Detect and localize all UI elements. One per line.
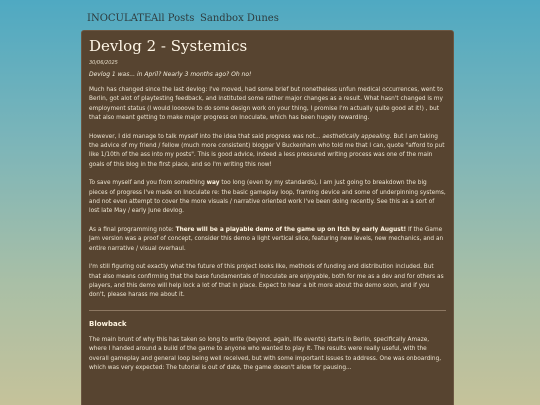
paragraph-text: To save myself and you from something xyxy=(89,180,207,187)
nav-link-all-posts[interactable]: All Posts xyxy=(151,13,195,24)
paragraph-text: However, I did manage to talk myself into the idea that said progress was not... xyxy=(89,133,323,140)
emphasis-text: aesthetically appealing xyxy=(322,133,390,140)
paragraph-text: If the Game Jam version was a proof of concept, consider this demo a light vertical slice, featuring new levels, new mechanics, and an entire narrative / visual overhaul. xyxy=(89,226,444,252)
paragraph-programming-note xyxy=(89,226,446,254)
paragraph-text: . But I am taking the advice of my friend / fellow (much more consistent) blogger V Buckenham who told me that I can, quote "afford to put like 1/10th of the ass into my posts". This is good advice, indeed a less pressured writing process was one of the main goals of this blog in the first place, and so I'm writing this now! xyxy=(89,133,445,168)
nav-link-home[interactable]: INOCULATE xyxy=(87,13,152,24)
post-date: 30/06/2025 xyxy=(89,60,118,66)
nav-link-sandbox-dunes[interactable]: Sandbox Dunes xyxy=(200,13,279,24)
section-heading-blowback: Blowback xyxy=(89,319,127,328)
paragraph-scope xyxy=(89,179,446,217)
paragraph-future: I'm still figuring out exactly what the future of this project looks like, methods of funding and distribution included. But that also means confirming that the base fundamentals of Inoculate are enjoyable, both for me as a dev and for others as players, and this demo will help lock a lot of that in place. Expect to hear a bit more about the demo soon, and if you don't, please harass me about it. xyxy=(89,264,444,299)
post-card xyxy=(81,30,454,405)
top-navigation xyxy=(0,0,540,30)
paragraph-aesthetics xyxy=(89,133,446,171)
strong-text: way xyxy=(206,180,220,187)
paragraph-blowback: The main brunt of why this has taken so long to write (beyond, again, life events) starts in Berlin, specifically Amaze, where I handed around a build of the game to anyone who wanted to play it. The results were really useful, with the overall gameplay and general loop being well received, but with some important issues to address. One was onboarding, which was very expected: The tutorial is out of date, the game doesn't allow for pausing... xyxy=(89,336,442,371)
paragraph-text: too long (even by my standards), I am just going to breakdown the big pieces of progress I've made on Inoculate re: the basic gameplay loop, framing device and some of underpinning systems, and not even attempt to cover the more visuals / narrative oriented work I've been doing recently. See this as a sort of lost late May / early June devlog. xyxy=(89,180,446,215)
post-subtitle: Devlog 1 was... in April? Nearly 3 months ago? Oh no! xyxy=(89,71,252,78)
section-divider xyxy=(89,310,446,311)
strong-text: There will be a playable demo of the game up on Itch by early August! xyxy=(175,226,407,233)
paragraph-intro: Much has changed since the last devlog: I've moved, had some brief but nonetheless unfun medical occurrences, went to Berlin, got alot of playtesting feedback, and instituted some rather major changes as a result. What hasn't changed is my employment status (I would loooove to do some design work on your thing, I promise I'm actually quite good at it!) , but that also meant getting to make major progress on Inoculate, which has been hugely rewarding. xyxy=(89,87,443,122)
post-title: Devlog 2 - Systemics xyxy=(89,37,248,55)
paragraph-text: As a final programming note: xyxy=(89,226,176,233)
